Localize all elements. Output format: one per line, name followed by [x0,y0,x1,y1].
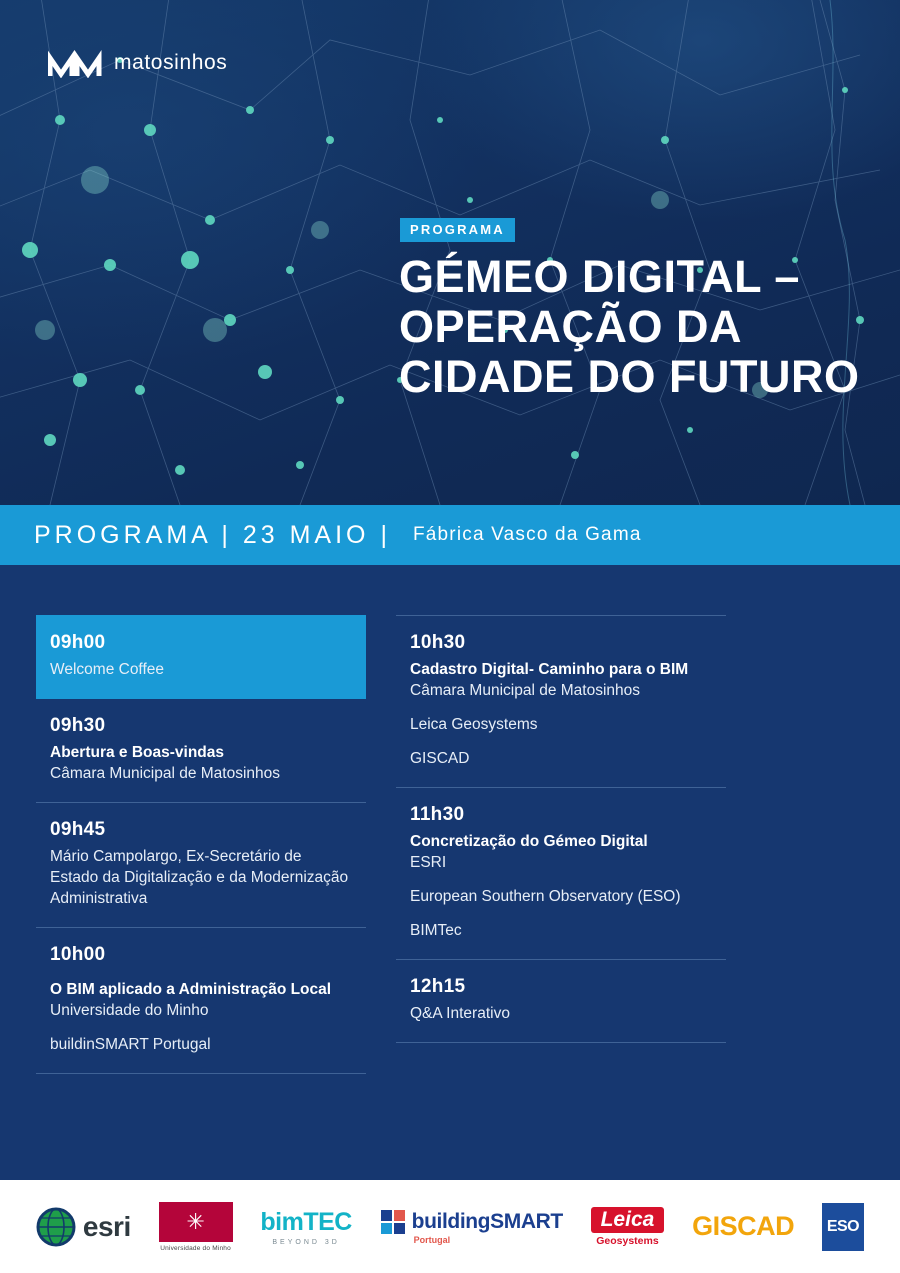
program-slot-line: Cadastro Digital- Caminho para o BIM [410,661,689,678]
program-slot [396,960,726,1043]
program-slot-line: Mário Campolargo, Ex-Secretário de Estado da Digitalização e da Modernização Administrativa [50,848,349,907]
program-slot-line: Leica Geosystems [410,716,538,733]
buildingsmart-cube-icon [380,1209,406,1235]
program-slot-line: Câmara Municipal de Matosinhos [410,682,641,699]
logo-eso-label: ESO [822,1203,864,1251]
uminho-mark: ✳ [159,1202,233,1242]
program-columns [0,615,900,1074]
program-slot-line: Concretização do Gémeo Digital [410,833,648,850]
program-slot [36,803,366,928]
matosinhos-m-icon [48,48,102,78]
program-slot [36,615,366,699]
logo-leica-sub: Geosystems [596,1234,659,1247]
program-slot-line: Universidade do Minho [50,1002,209,1019]
program-slot-time: 11h30 [410,804,465,825]
logo-uminho [159,1202,233,1252]
program-slot-line: Welcome Coffee [50,661,165,678]
program-column-left [36,615,366,1074]
program-bar [0,505,900,565]
program-slot-time: 09h30 [50,715,106,736]
program-slot [36,699,366,803]
program-slot-line: Câmara Municipal de Matosinhos [50,765,281,782]
globe-icon [36,1207,76,1247]
logo-esri-label: esri [82,1210,131,1242]
program-slot-line: GISCAD [410,750,470,767]
page-title: GÉMEO DIGITAL – OPERAÇÃO DA CIDADE DO FUTURO [399,251,860,402]
program-slot-time: 12h15 [410,976,466,997]
program-slot-time: 10h00 [50,944,106,965]
program-slot-line: buildinSMART Portugal [50,1036,211,1053]
program-slot-line: BIMTec [410,922,462,939]
logo-leica [591,1207,665,1247]
brand-logo [48,48,227,78]
program-slot-line: ESRI [410,854,447,871]
logo-giscad-label: GISCAD [692,1211,795,1241]
program-slot-time: 09h45 [50,819,106,840]
logo-bimtec-label: bimTEC [260,1207,352,1236]
program-slot [396,615,726,788]
program-column-right [396,615,726,1074]
program-slot-line: European Southern Observatory (ESO) [410,888,681,905]
logo-eso [822,1203,864,1251]
logo-buildingsmart-sub: Portugal [413,1234,451,1245]
program-slot-line: Abertura e Boas-vindas [50,744,224,761]
program-bar-venue: Fábrica Vasco da Gama [412,524,642,545]
logo-uminho-label: Universidade do Minho [160,1244,231,1252]
brand-name: matosinhos [114,51,228,74]
program-slot-line: O BIM aplicado a Administração Local [50,981,332,998]
program-bar-date: PROGRAMA | 23 MAIO | [34,520,391,549]
logo-buildingsmart-label: buildingSMART [411,1209,563,1233]
programa-badge: PROGRAMA [400,218,515,242]
program-slot-time: 09h00 [50,632,106,653]
logo-leica-label: Leica [591,1207,665,1233]
logo-esri [36,1207,131,1247]
program-slot-line: Q&A Interativo [410,1005,510,1022]
program-slot [36,928,366,1074]
program-section [0,565,900,1180]
sponsor-footer [0,1180,900,1273]
logo-bimtec-sub: BEYOND 3D [272,1238,340,1246]
hero-section [0,0,900,505]
logo-giscad [692,1211,794,1242]
logo-buildingsmart [380,1209,563,1245]
logo-bimtec [260,1208,351,1246]
program-slot-time: 10h30 [410,632,466,653]
program-slot [396,788,726,960]
